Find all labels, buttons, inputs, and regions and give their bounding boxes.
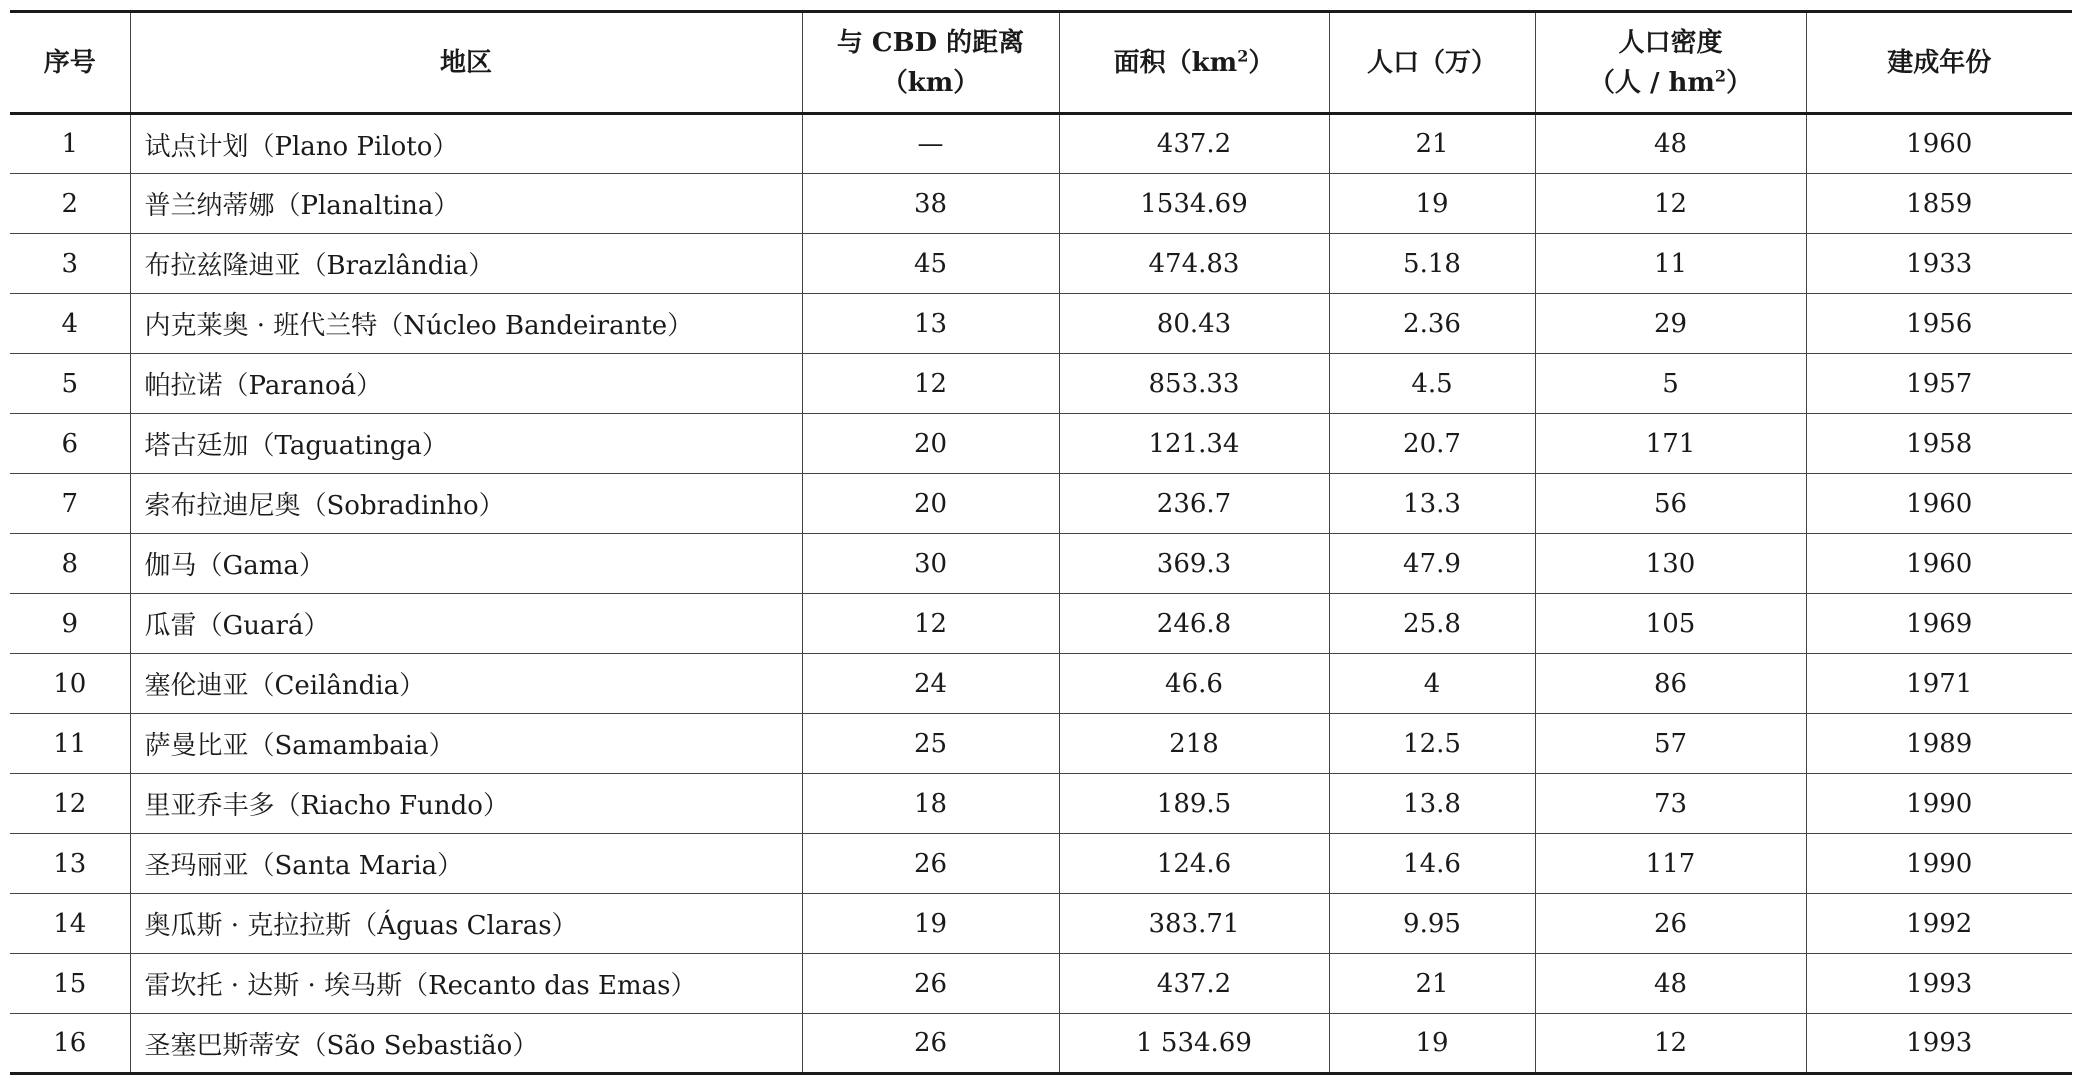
table-row: [10, 834, 2072, 894]
cell-population: 21: [1329, 114, 1535, 174]
cell-area: 474.83: [1059, 234, 1329, 294]
cell-distance: 12: [802, 594, 1059, 654]
cell-area: 1 534.69: [1059, 1014, 1329, 1074]
cell-area: 437.2: [1059, 114, 1329, 174]
cell-population: 4.5: [1329, 354, 1535, 414]
cell-year: 1956: [1806, 294, 2072, 354]
cell-area: 124.6: [1059, 834, 1329, 894]
cell-region: 里亚乔丰多（Riacho Fundo）: [130, 774, 802, 834]
cell-index: 5: [10, 354, 130, 414]
cell-region: 瓜雷（Guará）: [130, 594, 802, 654]
header-region: 地区: [130, 12, 802, 114]
cell-density: 117: [1535, 834, 1806, 894]
cell-distance: 24: [802, 654, 1059, 714]
cell-population: 13.3: [1329, 474, 1535, 534]
header-distance: [802, 12, 1059, 114]
data-table: [10, 10, 2072, 1075]
cell-year: 1933: [1806, 234, 2072, 294]
cell-population: 47.9: [1329, 534, 1535, 594]
header-area-suffix: ）: [1248, 47, 1275, 78]
header-row: [10, 12, 2072, 114]
cell-year: 1989: [1806, 714, 2072, 774]
cell-year: 1957: [1806, 354, 2072, 414]
cell-population: 19: [1329, 174, 1535, 234]
cell-population: 21: [1329, 954, 1535, 1014]
cell-area: 189.5: [1059, 774, 1329, 834]
cell-region: 圣玛丽亚（Santa Maria）: [130, 834, 802, 894]
cell-region: 奥瓜斯 · 克拉拉斯（Águas Claras）: [130, 894, 802, 954]
header-density-line2: [1540, 63, 1802, 103]
cell-year: 1960: [1806, 534, 2072, 594]
cell-region: 普兰纳蒂娜（Planaltina）: [130, 174, 802, 234]
cell-population: 2.36: [1329, 294, 1535, 354]
cell-region: 塞伦迪亚（Ceilândia）: [130, 654, 802, 714]
header-index: 序号: [10, 12, 130, 114]
header-density-sup: 2: [1714, 65, 1727, 85]
table-row: [10, 354, 2072, 414]
cell-index: 14: [10, 894, 130, 954]
table-row: [10, 114, 2072, 174]
cell-index: 1: [10, 114, 130, 174]
cell-region: 试点计划（Plano Piloto）: [130, 114, 802, 174]
table-header: [10, 12, 2072, 114]
cell-density: 48: [1535, 114, 1806, 174]
cell-area: 1534.69: [1059, 174, 1329, 234]
table-row: [10, 474, 2072, 534]
cell-distance: 45: [802, 234, 1059, 294]
cell-index: 9: [10, 594, 130, 654]
cell-distance: 38: [802, 174, 1059, 234]
cell-index: 8: [10, 534, 130, 594]
cell-year: 1859: [1806, 174, 2072, 234]
cell-distance: 26: [802, 834, 1059, 894]
cell-density: 12: [1535, 1014, 1806, 1074]
cell-index: 4: [10, 294, 130, 354]
cell-region: 萨曼比亚（Samambaia）: [130, 714, 802, 774]
cell-population: 12.5: [1329, 714, 1535, 774]
cell-distance: —: [802, 114, 1059, 174]
header-area-sup: 2: [1237, 45, 1249, 65]
header-density-prefix: （人 / hm: [1588, 67, 1715, 98]
cell-distance: 13: [802, 294, 1059, 354]
header-distance-line1: 与 CBD 的距离: [836, 27, 1025, 58]
cell-distance: 12: [802, 354, 1059, 414]
cell-area: 80.43: [1059, 294, 1329, 354]
table-row: [10, 654, 2072, 714]
table-row: [10, 1014, 2072, 1074]
cell-population: 25.8: [1329, 594, 1535, 654]
table-row: [10, 774, 2072, 834]
cell-area: 121.34: [1059, 414, 1329, 474]
cell-density: 130: [1535, 534, 1806, 594]
cell-year: 1993: [1806, 1014, 2072, 1074]
cell-distance: 26: [802, 954, 1059, 1014]
cell-population: 13.8: [1329, 774, 1535, 834]
cell-density: 86: [1535, 654, 1806, 714]
cell-distance: 20: [802, 474, 1059, 534]
cell-density: 26: [1535, 894, 1806, 954]
cell-area: 246.8: [1059, 594, 1329, 654]
cell-area: 383.71: [1059, 894, 1329, 954]
cell-area: 853.33: [1059, 354, 1329, 414]
cell-density: 5: [1535, 354, 1806, 414]
cell-year: 1990: [1806, 774, 2072, 834]
table-row: [10, 234, 2072, 294]
cell-year: 1969: [1806, 594, 2072, 654]
data-table-container: [10, 10, 2072, 1075]
cell-area: 369.3: [1059, 534, 1329, 594]
cell-index: 2: [10, 174, 130, 234]
cell-distance: 25: [802, 714, 1059, 774]
cell-index: 6: [10, 414, 130, 474]
table-row: [10, 594, 2072, 654]
cell-year: 1960: [1806, 474, 2072, 534]
header-area: [1059, 12, 1329, 114]
header-density: [1535, 12, 1806, 114]
table-row: [10, 954, 2072, 1014]
cell-density: 12: [1535, 174, 1806, 234]
cell-index: 10: [10, 654, 130, 714]
cell-population: 5.18: [1329, 234, 1535, 294]
cell-year: 1990: [1806, 834, 2072, 894]
cell-distance: 19: [802, 894, 1059, 954]
header-density-suffix: ）: [1726, 67, 1753, 98]
cell-density: 56: [1535, 474, 1806, 534]
cell-index: 16: [10, 1014, 130, 1074]
cell-region: 索布拉迪尼奥（Sobradinho）: [130, 474, 802, 534]
cell-region: 塔古廷加（Taguatinga）: [130, 414, 802, 474]
cell-area: 218: [1059, 714, 1329, 774]
table-row: [10, 714, 2072, 774]
table-body: [10, 114, 2072, 1074]
header-distance-line2: （km）: [881, 67, 980, 98]
cell-region: 圣塞巴斯蒂安（São Sebastião）: [130, 1014, 802, 1074]
cell-distance: 18: [802, 774, 1059, 834]
cell-density: 73: [1535, 774, 1806, 834]
cell-region: 雷坎托 · 达斯 · 埃马斯（Recanto das Emas）: [130, 954, 802, 1014]
header-density-line1: 人口密度: [1618, 27, 1723, 58]
cell-region: 帕拉诺（Paranoá）: [130, 354, 802, 414]
cell-index: 7: [10, 474, 130, 534]
cell-population: 20.7: [1329, 414, 1535, 474]
cell-distance: 20: [802, 414, 1059, 474]
cell-year: 1992: [1806, 894, 2072, 954]
cell-area: 236.7: [1059, 474, 1329, 534]
cell-region: 布拉兹隆迪亚（Brazlândia）: [130, 234, 802, 294]
table-row: [10, 174, 2072, 234]
header-population: 人口（万）: [1329, 12, 1535, 114]
cell-index: 13: [10, 834, 130, 894]
cell-density: 57: [1535, 714, 1806, 774]
cell-year: 1993: [1806, 954, 2072, 1014]
cell-density: 11: [1535, 234, 1806, 294]
header-year: 建成年份: [1806, 12, 2072, 114]
table-row: [10, 534, 2072, 594]
cell-index: 11: [10, 714, 130, 774]
cell-year: 1971: [1806, 654, 2072, 714]
cell-index: 15: [10, 954, 130, 1014]
cell-year: 1958: [1806, 414, 2072, 474]
cell-density: 29: [1535, 294, 1806, 354]
cell-region: 伽马（Gama）: [130, 534, 802, 594]
cell-distance: 26: [802, 1014, 1059, 1074]
cell-distance: 30: [802, 534, 1059, 594]
cell-density: 105: [1535, 594, 1806, 654]
cell-population: 14.6: [1329, 834, 1535, 894]
cell-density: 48: [1535, 954, 1806, 1014]
cell-year: 1960: [1806, 114, 2072, 174]
header-area-prefix: 面积（km: [1113, 47, 1238, 78]
cell-index: 12: [10, 774, 130, 834]
cell-population: 19: [1329, 1014, 1535, 1074]
cell-region: 内克莱奥 · 班代兰特（Núcleo Bandeirante）: [130, 294, 802, 354]
cell-density: 171: [1535, 414, 1806, 474]
cell-index: 3: [10, 234, 130, 294]
cell-population: 4: [1329, 654, 1535, 714]
cell-area: 437.2: [1059, 954, 1329, 1014]
table-row: [10, 414, 2072, 474]
table-row: [10, 894, 2072, 954]
table-row: [10, 294, 2072, 354]
cell-population: 9.95: [1329, 894, 1535, 954]
cell-area: 46.6: [1059, 654, 1329, 714]
